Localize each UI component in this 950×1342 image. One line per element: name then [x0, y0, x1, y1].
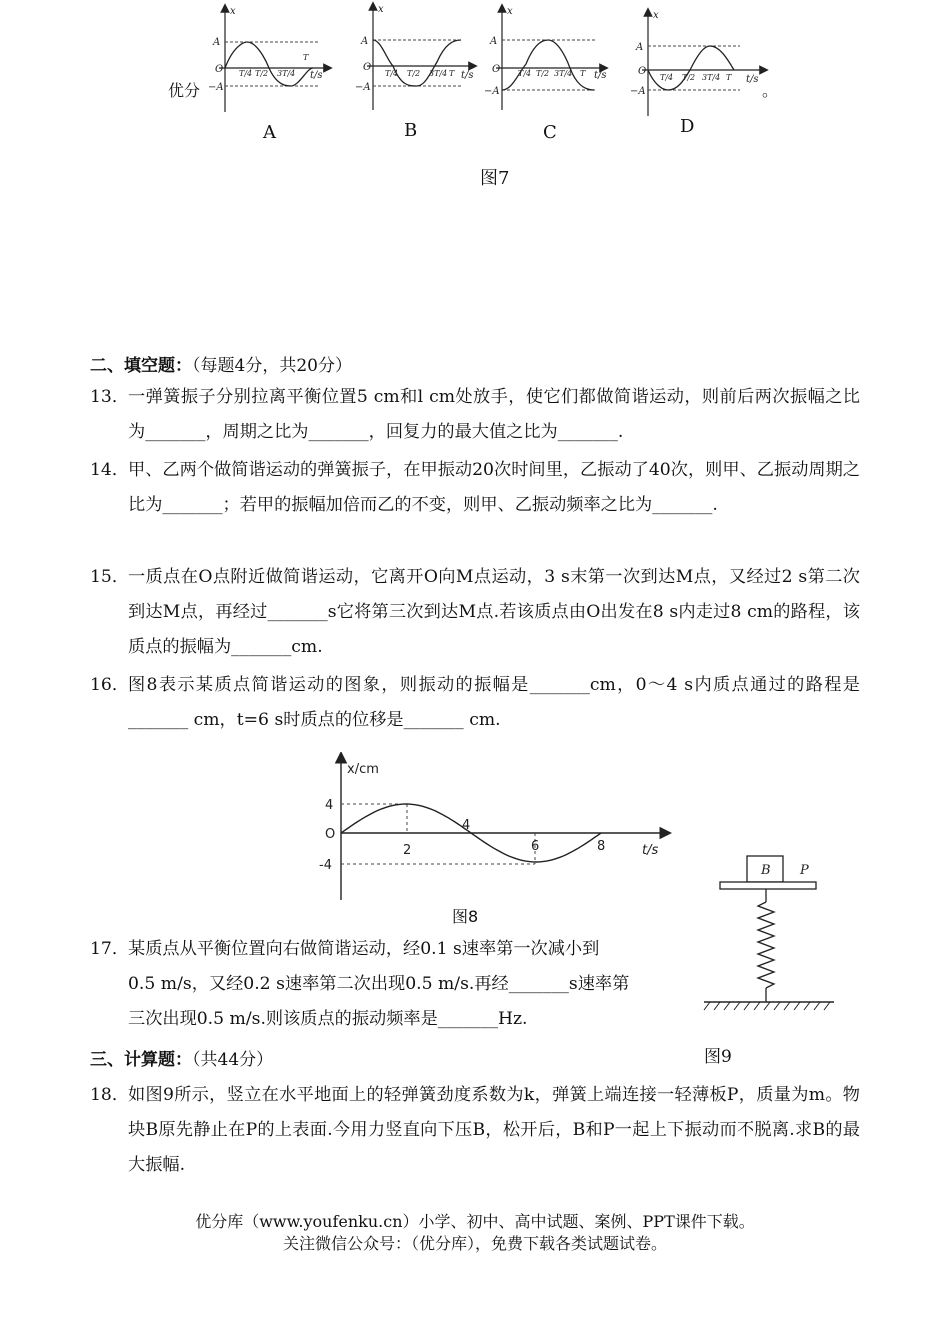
question-17: [90, 932, 680, 1037]
graph-a-t-label: t/s: [310, 70, 323, 81]
question-17-line-2: 0.5 m/s，又经0.2 s速率第二次出现0.5 m/s.再经_______s速率第: [128, 974, 630, 994]
graph-c-tick3: 3T/4: [554, 69, 573, 78]
graph-b-t-label: t/s: [461, 70, 474, 81]
graph-d-x-label: x: [653, 10, 659, 21]
question-17-line-1: 某质点从平衡位置向右做简谐运动，经0.1 s速率第一次减小到: [128, 939, 600, 959]
figure-8-xtick-6: 6: [531, 839, 540, 854]
footer-line-1: 优分库（www.youfenku.cn）小学、初中、高中试题、案例、PPT课件下载。: [195, 1212, 755, 1231]
graph-b-x-label: x: [378, 4, 384, 15]
graph-c: [484, 6, 607, 110]
graph-a-A: A: [213, 37, 221, 48]
graph-c-tick1: T/4: [518, 69, 532, 78]
graph-c-x-label: x: [507, 6, 513, 17]
question-18: [90, 1078, 860, 1183]
figure-8-ytick-neg4: -4: [319, 858, 332, 873]
graph-b-tick4: T: [449, 69, 455, 78]
graph-d-A: A: [636, 42, 644, 53]
figure-8-origin: O: [325, 827, 336, 842]
section-3-title: 三、计算题：: [90, 1050, 192, 1070]
figure-8-xtick-4: 4: [462, 818, 471, 833]
graph-b-A: A: [361, 36, 369, 47]
option-d-label: D: [680, 116, 695, 137]
question-14-number: 14．: [90, 460, 130, 480]
figure-9-caption: 图9: [704, 1047, 732, 1067]
option-c-label: C: [543, 122, 557, 143]
graph-c-t-label: t/s: [594, 70, 607, 81]
question-17-number: 17．: [90, 939, 130, 959]
figure-7-graphs: [150, 0, 790, 195]
figure-8-graph: [305, 752, 685, 932]
section-2-note: （每题4分，共20分）: [192, 356, 352, 376]
graph-d-tick2: T/2: [682, 73, 696, 82]
figure-8-caption: 图8: [452, 907, 479, 926]
figure-9-diagram: [700, 850, 840, 1030]
graph-d-tick1: T/4: [660, 73, 674, 82]
option-a-label: A: [263, 122, 276, 143]
graph-c-negA: −A: [484, 86, 500, 97]
question-15: [90, 560, 860, 665]
question-15-number: 15．: [90, 567, 130, 587]
question-14-text: 甲、乙两个做简谐运动的弹簧振子，在甲振动20次时间里，乙振动了40次，则甲、乙振动周期之比为_______；若甲的振幅加倍而乙的不变，则甲、乙振动频率之比为_______.: [128, 460, 860, 515]
graph-a-tick1: T/4: [239, 69, 253, 78]
graph-a-tick2: T/2: [255, 69, 269, 78]
section-2-heading: [90, 351, 352, 376]
question-17-line-3: 三次出现0.5 m/s.则该质点的振动频率是_______Hz.: [128, 1009, 528, 1029]
figure-8-xlabel: t/s: [642, 843, 659, 858]
graph-c-tick4: T: [580, 69, 586, 78]
block-b-label: B: [761, 863, 771, 878]
graph-b-O: O: [363, 62, 372, 73]
graph-c-tick2: T/2: [536, 69, 550, 78]
plate-p-label: P: [800, 863, 809, 878]
graph-b-tick3: 3T/4: [429, 69, 448, 78]
graph-d-tick3: 3T/4: [702, 73, 721, 82]
figure-8-xtick-8: 8: [597, 839, 606, 854]
graph-b: [355, 4, 474, 110]
graph-a-negA: −A: [208, 82, 224, 93]
question-18-text: 如图9所示，竖立在水平地面上的轻弹簧劲度系数为k，弹簧上端连接一轻薄板P，质量为m。物块B原先静止在P的上表面.今用力竖直向下压B，松开后，B和P一起上下振动而不脱离.求B的最大振幅.: [128, 1085, 860, 1175]
spring: [758, 902, 774, 988]
graph-a-x-label: x: [230, 6, 236, 17]
question-16: [90, 668, 860, 738]
figure-7-end-mark: 。: [762, 81, 779, 100]
graph-b-tick1: T/4: [385, 69, 399, 78]
question-18-number: 18．: [90, 1085, 130, 1105]
section-3-heading: [90, 1045, 273, 1070]
figure-8-ylabel: x/cm: [347, 762, 379, 777]
footer-line-2: 关注微信公众号：（优分库），免费下载各类试题试卷。: [282, 1234, 667, 1253]
graph-a-O: O: [215, 64, 224, 75]
graph-d: [630, 10, 764, 116]
figure-8-ytick-4: 4: [325, 798, 334, 813]
section-3-note: （共44分）: [192, 1050, 274, 1070]
graph-d-O: O: [638, 66, 647, 77]
graph-d-tick4: T: [726, 73, 732, 82]
figure-8-xtick-2: 2: [403, 843, 412, 858]
plate-p: [720, 882, 816, 889]
question-16-text: 图8表示某质点简谐运动的图象，则振动的振幅是_______cm，0～4 s内质点通过的路程是_______ cm，t=6 s时质点的位移是_______ cm.: [128, 675, 860, 730]
graph-c-O: O: [492, 64, 501, 75]
graph-a-tick3: 3T/4: [277, 69, 296, 78]
graph-b-negA: −A: [355, 82, 371, 93]
graph-a-tick4: T: [303, 53, 309, 62]
graph-d-negA: −A: [630, 86, 646, 97]
figure-7: [150, 0, 790, 195]
figure-7-side-label: 优分: [168, 81, 201, 100]
question-14: [90, 453, 860, 523]
figure-9: [700, 850, 840, 1070]
question-15-text: 一质点在O点附近做简谐运动，它离开O向M点运动，3 s末第一次到达M点，又经过2 s第二次到达M点，再经过_______s它将第三次到达M点.若该质点由O出发在8 s内走过8 cm的路程，该质点的振幅为_______cm.: [128, 567, 860, 657]
question-13-text: 一弹簧振子分别拉离平衡位置5 cm和l cm处放手，使它们都做简谐运动，则前后两次振幅之比为_______，周期之比为_______，回复力的最大值之比为_______.: [128, 387, 860, 442]
figure-7-caption: 图7: [480, 168, 510, 189]
graph-b-tick2: T/2: [407, 69, 421, 78]
graph-d-t-label: t/s: [746, 74, 759, 85]
figure-8: [305, 752, 685, 932]
option-b-label: B: [404, 120, 418, 141]
question-13: [90, 380, 860, 450]
graph-a: [208, 6, 328, 112]
question-16-number: 16．: [90, 675, 130, 695]
section-2-title: 二、填空题：: [90, 356, 192, 376]
question-13-number: 13．: [90, 387, 130, 407]
graph-c-A: A: [490, 36, 498, 47]
